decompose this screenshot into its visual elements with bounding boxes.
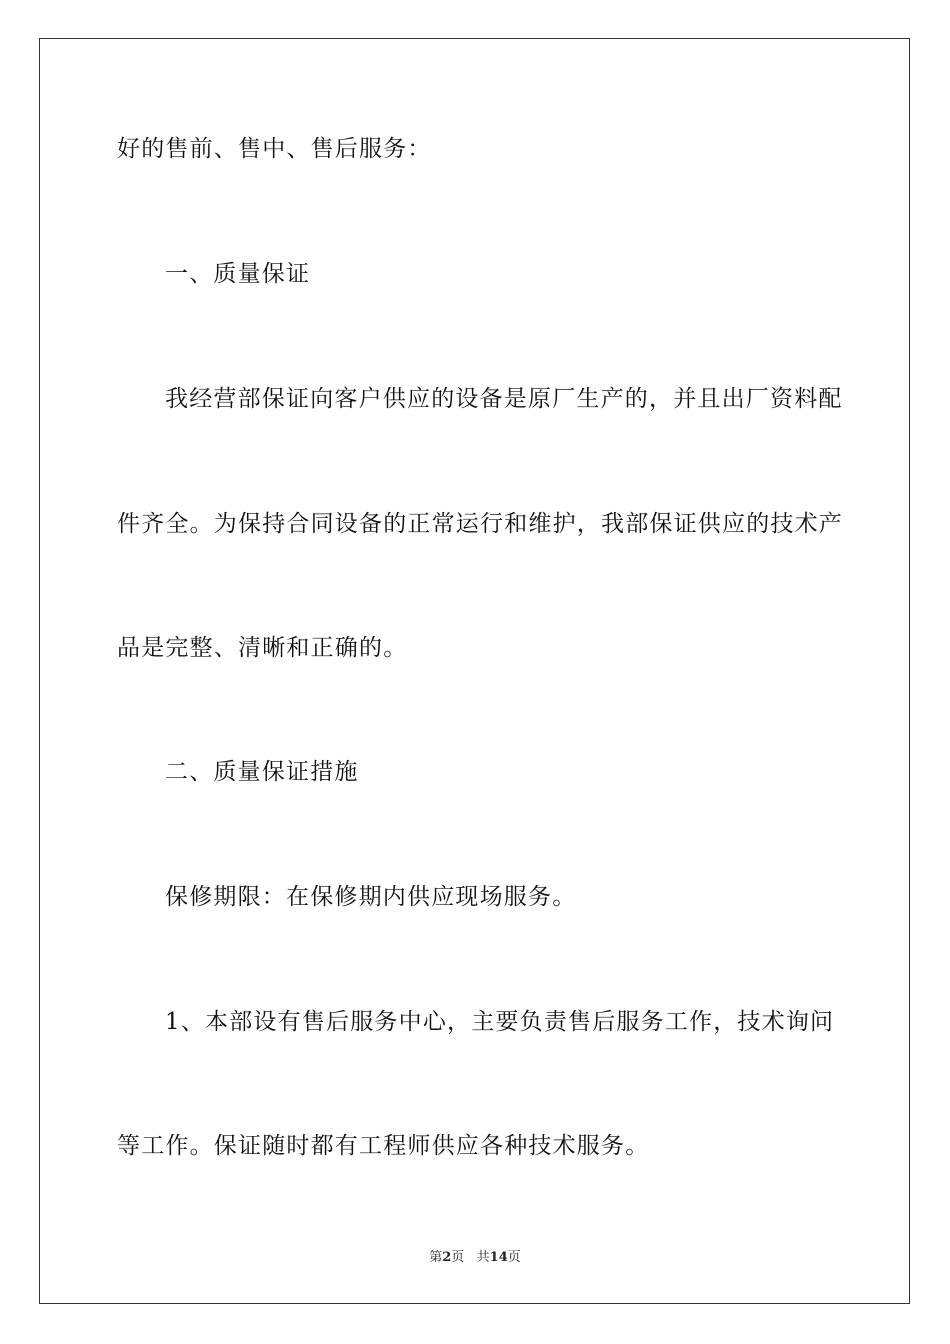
paragraph-line: 1、本部设有售后服务中心，主要负责售后服务工作，技术询问 [165,1009,835,1035]
section-heading: 一、质量保证 [165,261,311,287]
footer-current-page: 2 [442,1250,452,1265]
footer-total-pages: 14 [489,1250,508,1265]
paragraph-line: 件齐全。为保持合同设备的正常运行和维护，我部保证供应的技术产 [117,511,843,537]
section-heading: 二、质量保证措施 [165,759,359,785]
paragraph-line: 品是完整、清晰和正确的。 [117,635,408,661]
page-frame [39,38,910,1304]
paragraph-line: 等工作。保证随时都有工程师供应各种技术服务。 [117,1133,650,1159]
paragraph-line: 好的售前、售中、售后服务： [117,136,432,162]
paragraph-line: 我经营部保证向客户供应的设备是原厂生产的，并且出厂资料配 [165,386,843,412]
paragraph-line: 保修期限：在保修期内供应现场服务。 [165,884,577,910]
footer-prefix: 第 [429,1250,443,1265]
footer-suffix: 页 [507,1250,521,1265]
page-number-footer [0,1246,950,1265]
footer-mid: 页 共 [451,1250,490,1265]
